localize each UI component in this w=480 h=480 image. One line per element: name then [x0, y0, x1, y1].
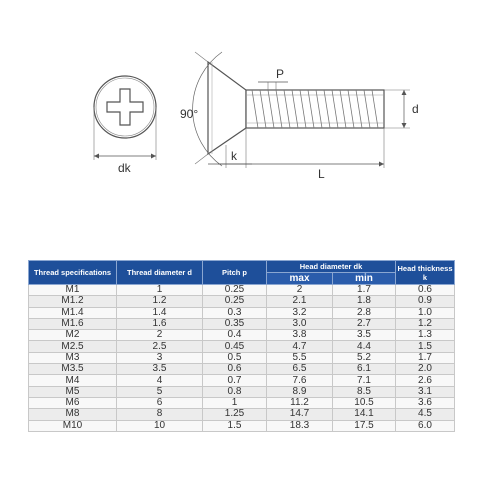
- cell-head-diameter-max: 6.5: [267, 364, 333, 375]
- cell-head-diameter-min: 10.5: [333, 397, 396, 408]
- cell-head-thickness: 3.1: [396, 386, 455, 397]
- header-thread-diameter: Thread diameter d: [117, 261, 203, 285]
- cell-thread-spec: M4: [29, 375, 117, 386]
- cell-head-diameter-max: 8.9: [267, 386, 333, 397]
- cell-head-diameter-min: 14.1: [333, 409, 396, 420]
- cell-head-thickness: 6.0: [396, 420, 455, 431]
- cell-pitch: 0.7: [203, 375, 267, 386]
- dk-label: dk: [118, 161, 131, 175]
- cell-pitch: 0.6: [203, 364, 267, 375]
- table-row: [29, 296, 455, 307]
- cell-head-diameter-max: 3.0: [267, 318, 333, 329]
- table-row: [29, 375, 455, 386]
- cell-pitch: 0.5: [203, 352, 267, 363]
- cell-thread-spec: M8: [29, 409, 117, 420]
- cell-thread-spec: M2.5: [29, 341, 117, 352]
- cell-head-diameter-max: 4.7: [267, 341, 333, 352]
- table-row: [29, 420, 455, 431]
- cell-head-diameter-max: 3.8: [267, 330, 333, 341]
- cell-thread-diameter: 3.5: [117, 364, 203, 375]
- pitch-label: P: [276, 67, 285, 81]
- cell-head-thickness: 1.5: [396, 341, 455, 352]
- cell-head-diameter-min: 3.5: [333, 330, 396, 341]
- cell-thread-diameter: 4: [117, 375, 203, 386]
- cell-head-diameter-max: 3.2: [267, 307, 333, 318]
- cell-head-thickness: 1.7: [396, 352, 455, 363]
- cell-thread-spec: M2: [29, 330, 117, 341]
- cell-head-diameter-min: 6.1: [333, 364, 396, 375]
- cell-thread-diameter: 1.4: [117, 307, 203, 318]
- cell-head-diameter-max: 2: [267, 285, 333, 296]
- table-row: [29, 330, 455, 341]
- cell-pitch: 0.25: [203, 296, 267, 307]
- header-head-thickness: Head thickness k: [396, 261, 455, 285]
- cell-thread-diameter: 5: [117, 386, 203, 397]
- cell-head-diameter-max: 18.3: [267, 420, 333, 431]
- cell-head-thickness: 1.3: [396, 330, 455, 341]
- screw-side-view: [208, 62, 384, 154]
- cell-thread-spec: M1: [29, 285, 117, 296]
- table-row: [29, 285, 455, 296]
- spec-table-body: [29, 285, 455, 432]
- d-label: d: [412, 102, 419, 116]
- table-row: [29, 352, 455, 363]
- cell-thread-diameter: 2.5: [117, 341, 203, 352]
- cell-head-thickness: 2.6: [396, 375, 455, 386]
- cell-head-diameter-min: 17.5: [333, 420, 396, 431]
- table-row: [29, 386, 455, 397]
- cell-head-thickness: 1.2: [396, 318, 455, 329]
- header-thread-spec: Thread specifications: [29, 261, 117, 285]
- cell-pitch: 0.3: [203, 307, 267, 318]
- cell-head-diameter-min: 1.8: [333, 296, 396, 307]
- cell-head-diameter-max: 11.2: [267, 397, 333, 408]
- d-dimension: [384, 90, 419, 128]
- cell-thread-spec: M5: [29, 386, 117, 397]
- cell-pitch: 0.8: [203, 386, 267, 397]
- cell-thread-diameter: 8: [117, 409, 203, 420]
- cell-head-diameter-min: 2.8: [333, 307, 396, 318]
- cell-head-thickness: 4.5: [396, 409, 455, 420]
- table-row: [29, 341, 455, 352]
- cell-pitch: 1.25: [203, 409, 267, 420]
- cell-head-thickness: 2.0: [396, 364, 455, 375]
- cell-head-diameter-max: 5.5: [267, 352, 333, 363]
- cell-head-diameter-min: 7.1: [333, 375, 396, 386]
- cell-head-thickness: 0.6: [396, 285, 455, 296]
- cell-head-diameter-min: 4.4: [333, 341, 396, 352]
- cell-head-thickness: 1.0: [396, 307, 455, 318]
- cell-thread-spec: M6: [29, 397, 117, 408]
- cell-pitch: 1.5: [203, 420, 267, 431]
- cell-thread-spec: M10: [29, 420, 117, 431]
- table-row: [29, 318, 455, 329]
- header-head-diameter-max: max: [267, 273, 333, 285]
- cell-thread-diameter: 6: [117, 397, 203, 408]
- table-row: [29, 307, 455, 318]
- table-row: [29, 409, 455, 420]
- cell-thread-diameter: 1.6: [117, 318, 203, 329]
- angle-label: 90°: [180, 107, 199, 121]
- table-row: [29, 397, 455, 408]
- k-label: k: [231, 149, 237, 163]
- cell-thread-diameter: 2: [117, 330, 203, 341]
- cell-head-thickness: 3.6: [396, 397, 455, 408]
- cell-thread-diameter: 1.2: [117, 296, 203, 307]
- length-label: L: [318, 167, 325, 181]
- cell-head-diameter-max: 7.6: [267, 375, 333, 386]
- cell-pitch: 0.25: [203, 285, 267, 296]
- cell-thread-spec: M1.2: [29, 296, 117, 307]
- cell-head-diameter-max: 14.7: [267, 409, 333, 420]
- header-head-diameter: Head diameter dk: [267, 261, 396, 273]
- table-row: [29, 364, 455, 375]
- cell-pitch: 0.35: [203, 318, 267, 329]
- pitch-dimension: [258, 67, 288, 90]
- head-top-view: [94, 76, 156, 138]
- cell-thread-diameter: 3: [117, 352, 203, 363]
- cell-pitch: 0.45: [203, 341, 267, 352]
- cell-thread-diameter: 1: [117, 285, 203, 296]
- cell-head-diameter-min: 5.2: [333, 352, 396, 363]
- cell-head-diameter-min: 8.5: [333, 386, 396, 397]
- cell-thread-spec: M3.5: [29, 364, 117, 375]
- cell-head-diameter-min: 1.7: [333, 285, 396, 296]
- cell-thread-spec: M1.4: [29, 307, 117, 318]
- cell-pitch: 0.4: [203, 330, 267, 341]
- cell-head-thickness: 0.9: [396, 296, 455, 307]
- header-pitch: Pitch p: [203, 261, 267, 285]
- header-head-diameter-min: min: [333, 273, 396, 285]
- cell-thread-spec: M3: [29, 352, 117, 363]
- cell-pitch: 1: [203, 397, 267, 408]
- cell-head-diameter-min: 2.7: [333, 318, 396, 329]
- screw-spec-table: [28, 260, 455, 432]
- cell-thread-diameter: 10: [117, 420, 203, 431]
- cell-head-diameter-max: 2.1: [267, 296, 333, 307]
- cell-thread-spec: M1.6: [29, 318, 117, 329]
